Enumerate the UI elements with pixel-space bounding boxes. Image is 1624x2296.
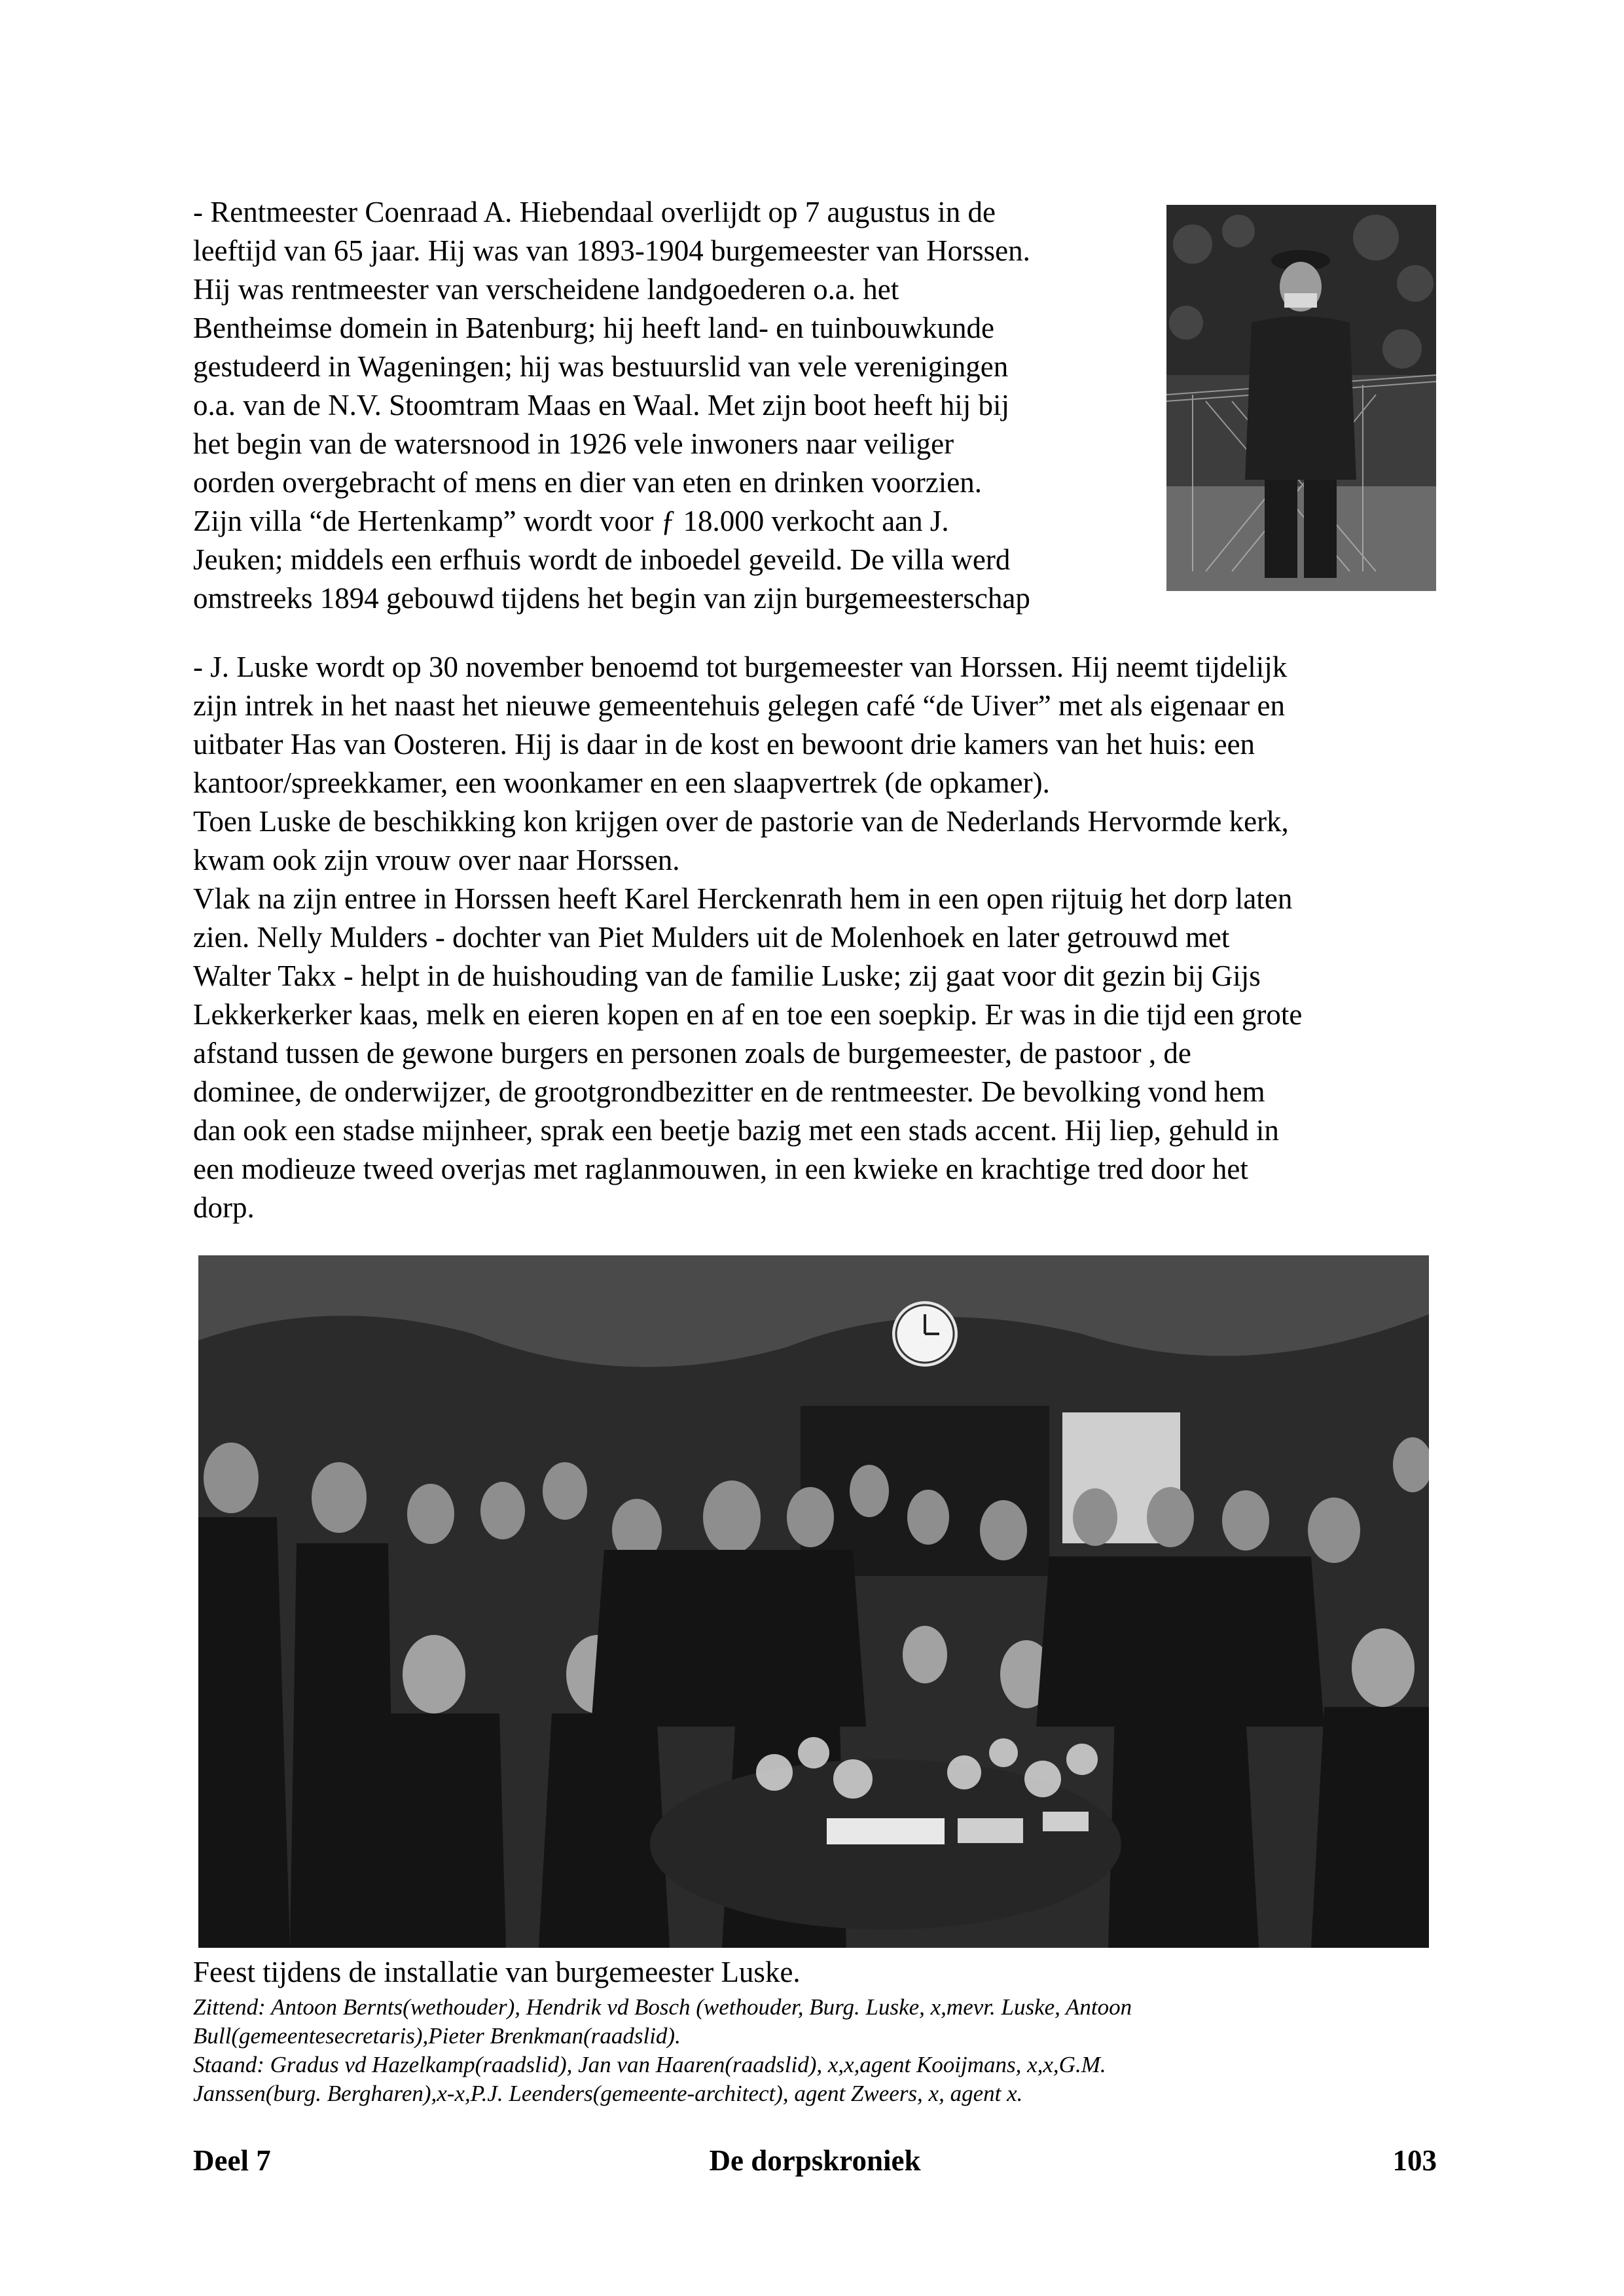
text-line: zien. Nelly Mulders - dochter van Piet Mulders uit de Molenhoek en later getrouwd met <box>193 921 1230 954</box>
paragraph-hiebendaal <box>193 193 1142 618</box>
text-line: - Rentmeester Coenraad A. Hiebendaal overlijdt op 7 augustus in de <box>193 196 996 228</box>
text-line: Zijn villa “de Hertenkamp” wordt voor ƒ 18.000 verkocht aan J. <box>193 505 949 537</box>
group-photo-installation <box>198 1255 1429 1948</box>
text-line: Bentheimse domein in Batenburg; hij heeft land- en tuinbouwkunde <box>193 312 994 344</box>
text-line: oorden overgebracht of mens en dier van eten en drinken voorzien. <box>193 466 982 499</box>
text-line: Jeuken; middels een erfhuis wordt de inboedel geveild. De villa werd <box>193 543 1011 576</box>
text-line: kwam ook zijn vrouw over naar Horssen. <box>193 844 680 876</box>
photo-caption-title: Feest tijdens de installatie van burgemeester Luske. <box>193 1956 801 1988</box>
text-line: Walter Takx - helpt in de huishouding van de familie Luske; zij gaat voor dit gezin bij Gijs <box>193 960 1261 992</box>
text-line: uitbater Has van Oosteren. Hij is daar in de kost en bewoont drie kamers van het huis: een <box>193 728 1255 761</box>
photo-caption-names <box>193 1993 1437 2108</box>
text-line: kantoor/spreekkamer, een woonkamer en een slaapvertrek (de opkamer). <box>193 766 1050 799</box>
text-line: zijn intrek in het naast het nieuwe gemeentehuis gelegen café “de Uiver” met als eigenaar en <box>193 689 1285 722</box>
text-line: omstreeks 1894 gebouwd tijdens het begin van zijn burgemeesterschap <box>193 582 1030 615</box>
text-line: dominee, de onderwijzer, de grootgrondbezitter en de rentmeester. De bevolking vond hem <box>193 1075 1265 1108</box>
text-line: gestudeerd in Wageningen; hij was bestuurslid van vele verenigingen <box>193 350 1009 383</box>
text-line: Hij was rentmeester van verscheidene landgoederen o.a. het <box>193 273 899 306</box>
page-footer <box>193 2144 1437 2183</box>
footer-title: De dorpskroniek <box>709 2144 921 2177</box>
text-line: o.a. van de N.V. Stoomtram Maas en Waal. Met zijn boot heeft hij bij <box>193 389 1009 422</box>
text-line: Lekkerkerker kaas, melk en eieren kopen en af en toe een soepkip. Er was in die tijd een grote <box>193 998 1303 1031</box>
portrait-photo-hiebendaal <box>1166 205 1436 591</box>
page-number: 103 <box>1392 2144 1437 2177</box>
text-line: dorp. <box>193 1191 255 1224</box>
text-line: afstand tussen de gewone burgers en personen zoals de burgemeester, de pastoor , de <box>193 1037 1191 1069</box>
caption-line: Staand: Gradus vd Hazelkamp(raadslid), Jan van Haaren(raadslid), x,x,agent Kooijmans, x,x,G.M. <box>193 2052 1106 2077</box>
caption-line: Janssen(burg. Bergharen),x-x,P.J. Leenders(gemeente-architect), agent Zweers, x, agent x. <box>193 2081 1023 2106</box>
caption-line: Bull(gemeentesecretaris),Pieter Brenkman(raadslid). <box>193 2023 681 2049</box>
text-line: leeftijd van 65 jaar. Hij was van 1893-1904 burgemeester van Horssen. <box>193 234 1030 267</box>
paragraph-luske <box>193 648 1437 1227</box>
text-line: Toen Luske de beschikking kon krijgen over de pastorie van de Nederlands Hervormde kerk, <box>193 805 1289 838</box>
caption-line: Zittend: Antoon Bernts(wethouder), Hendrik vd Bosch (wethouder, Burg. Luske, x,mevr. Luske, Antoon <box>193 1994 1132 2020</box>
footer-part-label: Deel 7 <box>193 2144 271 2177</box>
text-line: een modieuze tweed overjas met raglanmouwen, in een kwieke en krachtige tred door het <box>193 1153 1248 1185</box>
text-line: dan ook een stadse mijnheer, sprak een beetje bazig met een stads accent. Hij liep, gehuld in <box>193 1114 1279 1147</box>
text-line: het begin van de watersnood in 1926 vele inwoners naar veiliger <box>193 427 954 460</box>
text-line: Vlak na zijn entree in Horssen heeft Karel Herckenrath hem in een open rijtuig het dorp laten <box>193 882 1293 915</box>
text-line: - J. Luske wordt op 30 november benoemd tot burgemeester van Horssen. Hij neemt tijdelijk <box>193 651 1288 683</box>
